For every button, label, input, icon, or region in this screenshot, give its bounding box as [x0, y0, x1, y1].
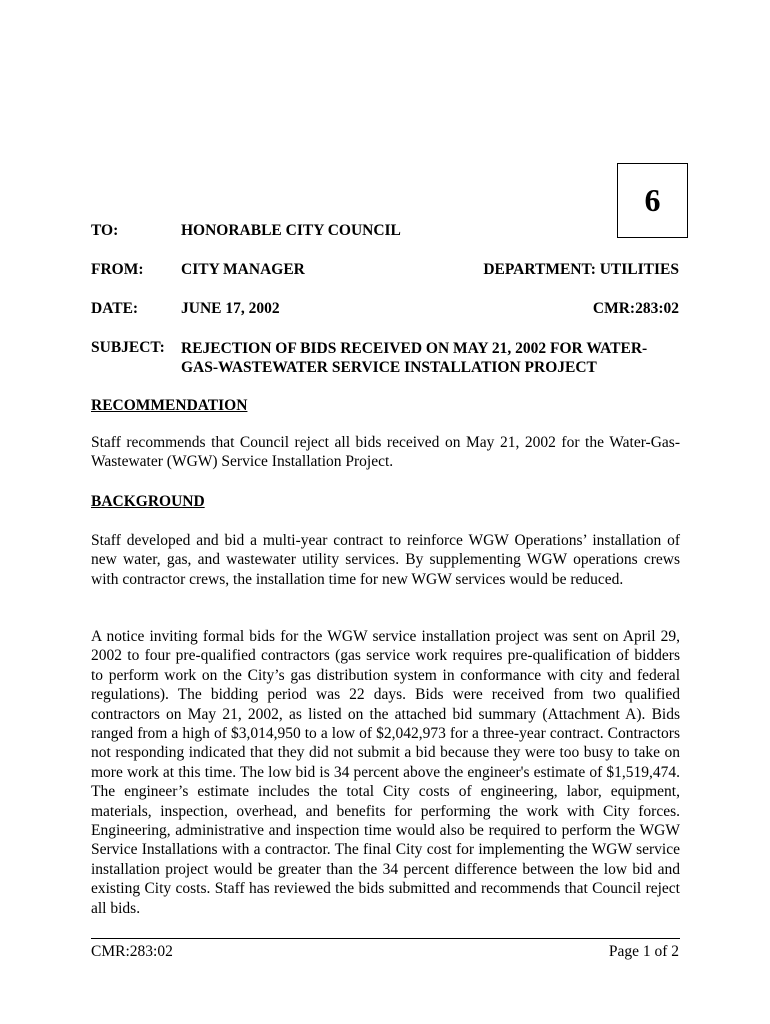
cmr-number: CMR:283:02	[592, 300, 679, 317]
date-value: JUNE 17, 2002	[181, 300, 280, 317]
background-paragraph-2: A notice inviting formal bids for the WGW service installation project was sent on April 29, 2002 to four pre-qualified contractors (gas service work requires pre-qualification of bidders to perform work on the City’s gas distribution system in conformance with city and federal regulations). The bidding period was 22 days. Bids were received from two qualified contractors on May 21, 2002, as listed on the attached bid summary (Attachment A). Bids ranged from a high of $3,014,950 to a low of $2,042,973 for a three-year contract. Contractors not responding indicated that they did not submit a bid because they were too busy to take on more work at this time. The low bid is 34 percent above the engineer's estimate of $1,519,474. The engineer’s estimate includes the total City costs of engineering, labor, equipment, materials, inspection, overhead, and benefits for performing the work with City forces. Engineering, administrative and inspection time would also be required to perform the WGW Service Installations with a contractor. The final City cost for implementing the WGW service installation project would be greater than the 34 percent difference between the low bid and existing City costs. Staff has reviewed the bids submitted and recommends that Council reject all bids.	[91, 628, 680, 917]
background-heading: BACKGROUND	[91, 493, 205, 510]
background-paragraph-1: Staff developed and bid a multi-year contract to reinforce WGW Operations’ installation of new water, gas, and wastewater utility services. By supplementing WGW operations crews with contractor crews, the installation time for new WGW services would be reduced.	[91, 532, 680, 588]
footer-divider	[91, 938, 680, 939]
from-value: CITY MANAGER	[181, 261, 305, 278]
recommendation-text: Staff recommends that Council reject all bids received on May 21, 2002 for the Water-Gas-Wastewater (WGW) Service Installation Project.	[91, 434, 680, 471]
subject-value: REJECTION OF BIDS RECEIVED ON MAY 21, 2002 FOR WATER-GAS-WASTEWATER SERVICE INSTALLATION PROJECT	[181, 340, 648, 376]
from-label: FROM:	[91, 261, 144, 278]
footer-page-number: Page 1 of 2	[608, 943, 679, 960]
department: DEPARTMENT: UTILITIES	[483, 261, 679, 278]
recommendation-heading: RECOMMENDATION	[91, 397, 248, 414]
footer-cmr: CMR:283:02	[91, 943, 173, 960]
date-label: DATE:	[91, 300, 139, 317]
to-value: HONORABLE CITY COUNCIL	[181, 222, 401, 239]
to-label: TO:	[91, 222, 119, 239]
agenda-item-number: 6	[617, 163, 688, 238]
subject-label: SUBJECT:	[91, 339, 165, 356]
